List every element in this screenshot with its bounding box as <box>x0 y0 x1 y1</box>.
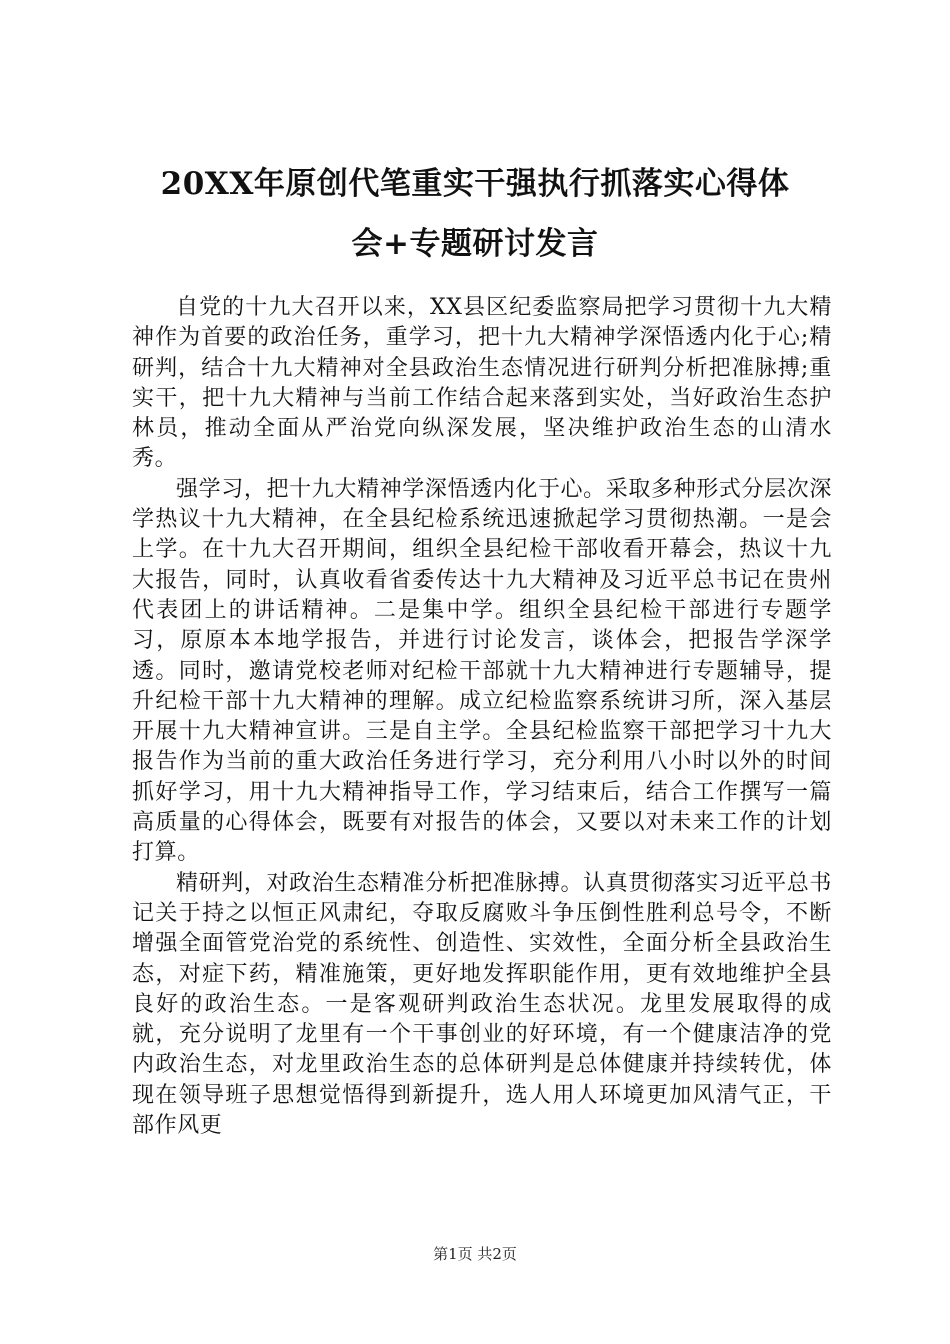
document-body <box>132 293 832 1141</box>
document-title-line-2: 会+专题研讨发言 <box>351 226 599 262</box>
paragraph-analysis: 精研判，对政治生态精准分析把准脉搏。认真贯彻落实习近平总书记关于持之以恒正风肃纪，夺取反腐败斗争压倒性胜利总号令，不断增强全面管党治党的系统性、创造性、实效性，全面分析全县政治生态，对症下药，精准施策，更好地发挥职能作用，更有效地维护全县良好的政治生态。一是客观研判政治生态状况。龙里发展取得的成就，充分说明了龙里有一个干事创业的好环境，有一个健康洁净的党内政治生态，对龙里政治生态的总体研判是总体健康并持续转优，体现在领导班子思想觉悟得到新提升，选人用人环境更加风清气正，干部作风更 <box>132 870 832 1139</box>
paragraph-study: 强学习，把十九大精神学深悟透内化于心。采取多种形式分层次深学热议十九大精神，在全县纪检系统迅速掀起学习贯彻热潮。一是会上学。在十九大召开期间，组织全县纪检干部收看开幕会，热议十九大报告，同时，认真收看省委传达十九大精神及习近平总书记在贵州代表团上的讲话精神。二是集中学。组织全县纪检干部进行专题学习，原原本本地学报告，并进行讨论发言，谈体会，把报告学深学透。同时，邀请党校老师对纪检干部就十九大精神进行专题辅导，提升纪检干部十九大精神的理解。成立纪检监察系统讲习所，深入基层开展十九大精神宣讲。三是自主学。全县纪检监察干部把学习十九大报告作为当前的重大政治任务进行学习，充分利用八小时以外的时间抓好学习，用十九大精神指导工作，学习结束后，结合工作撰写一篇高质量的心得体会，既要有对报告的体会，又要以对未来工作的计划打算。 <box>132 476 832 866</box>
paragraph-intro: 自党的十九大召开以来，XX县区纪委监察局把学习贯彻十九大精神作为首要的政治任务，重学习，把十九大精神学深悟透内化于心;精研判，结合十九大精神对全县政治生态情况进行研判分析把准脉搏;重实干，把十九大精神与当前工作结合起来落到实处，当好政治生态护林员，推动全面从严治党向纵深发展，坚决维护政治生态的山清水秀。 <box>132 295 832 472</box>
document-title-line-1: 20XX年原创代笔重实干强执行抓落实心得体 <box>160 166 790 202</box>
page-number-footer: 第1页 共2页 <box>433 1245 517 1263</box>
